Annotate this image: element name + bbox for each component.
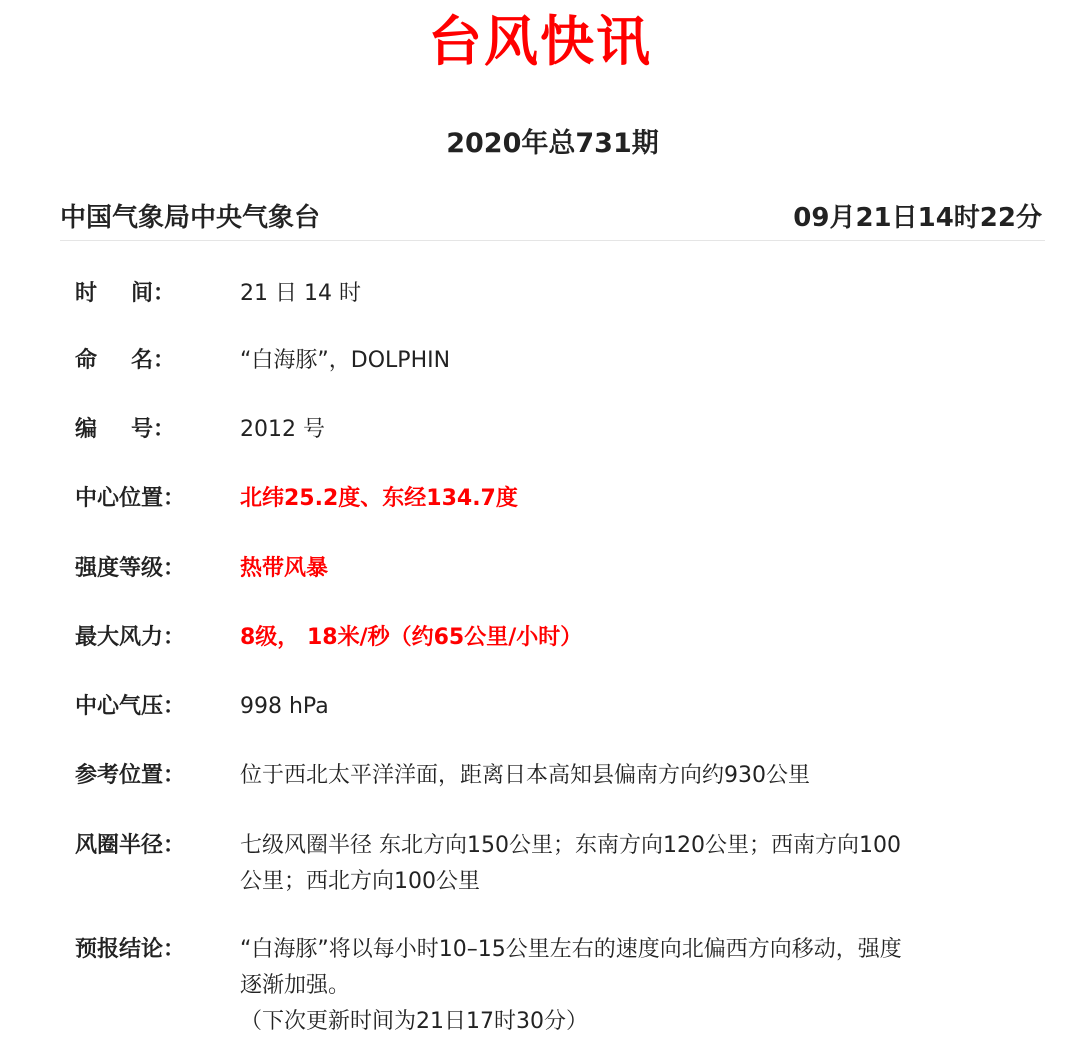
wind-radius-line: 七级风圈半径 东北方向150公里；东南方向120公里；西南方向100 [240, 833, 901, 858]
field-value-center-position: 北纬25.2度、东经134.7度 [240, 486, 518, 511]
next-update-note: （下次更新时间为21日17时30分） [240, 1009, 588, 1034]
label-part: 时 [75, 281, 98, 306]
label-part: 命 [75, 348, 98, 373]
field-label-time [75, 276, 175, 312]
field-value-center-pressure: 998 hPa [240, 694, 329, 719]
label-part: 编 [75, 417, 98, 442]
issuing-agency: 中国气象局中央气象台 [60, 203, 321, 233]
field-value-intensity: 热带风暴 [240, 556, 329, 581]
field-label-name [75, 343, 175, 379]
field-label-reference-position: 参考位置： [75, 763, 186, 788]
field-label-forecast: 预报结论： [75, 937, 186, 962]
field-value-time: 21 日 14 时 [240, 281, 361, 306]
field-label-number [75, 412, 175, 448]
label-part: 号： [130, 417, 175, 442]
field-value-name: “白海豚”，DOLPHIN [240, 348, 451, 373]
forecast-line: 逐渐加强。 [240, 973, 351, 998]
field-value-max-wind: 8级， 18米/秒（约65公里/小时） [240, 625, 583, 650]
source-header [60, 200, 1045, 241]
issue-datetime: 09月21日14时22分 [793, 203, 1042, 233]
field-value-number: 2012 号 [240, 417, 325, 442]
field-label-center-position: 中心位置： [75, 486, 186, 511]
page-title: 台风快讯 [428, 10, 652, 73]
wind-radius-line: 公里；西北方向100公里 [240, 869, 480, 894]
field-value-wind-radius [240, 828, 1040, 900]
label-part: 名： [130, 348, 175, 373]
forecast-line: “白海豚”将以每小时10–15公里左右的速度向北偏西方向移动，强度 [240, 937, 902, 962]
field-label-max-wind: 最大风力： [75, 625, 186, 650]
field-label-wind-radius: 风圈半径： [75, 833, 186, 858]
field-label-intensity: 强度等级： [75, 556, 186, 581]
field-value-reference-position: 位于西北太平洋洋面，距离日本高知县偏南方向约930公里 [240, 763, 810, 788]
field-value-forecast [240, 932, 1040, 1040]
field-label-center-pressure: 中心气压： [75, 694, 186, 719]
issue-number: 2020年总731期 [446, 128, 659, 159]
label-part: 间： [130, 281, 175, 306]
